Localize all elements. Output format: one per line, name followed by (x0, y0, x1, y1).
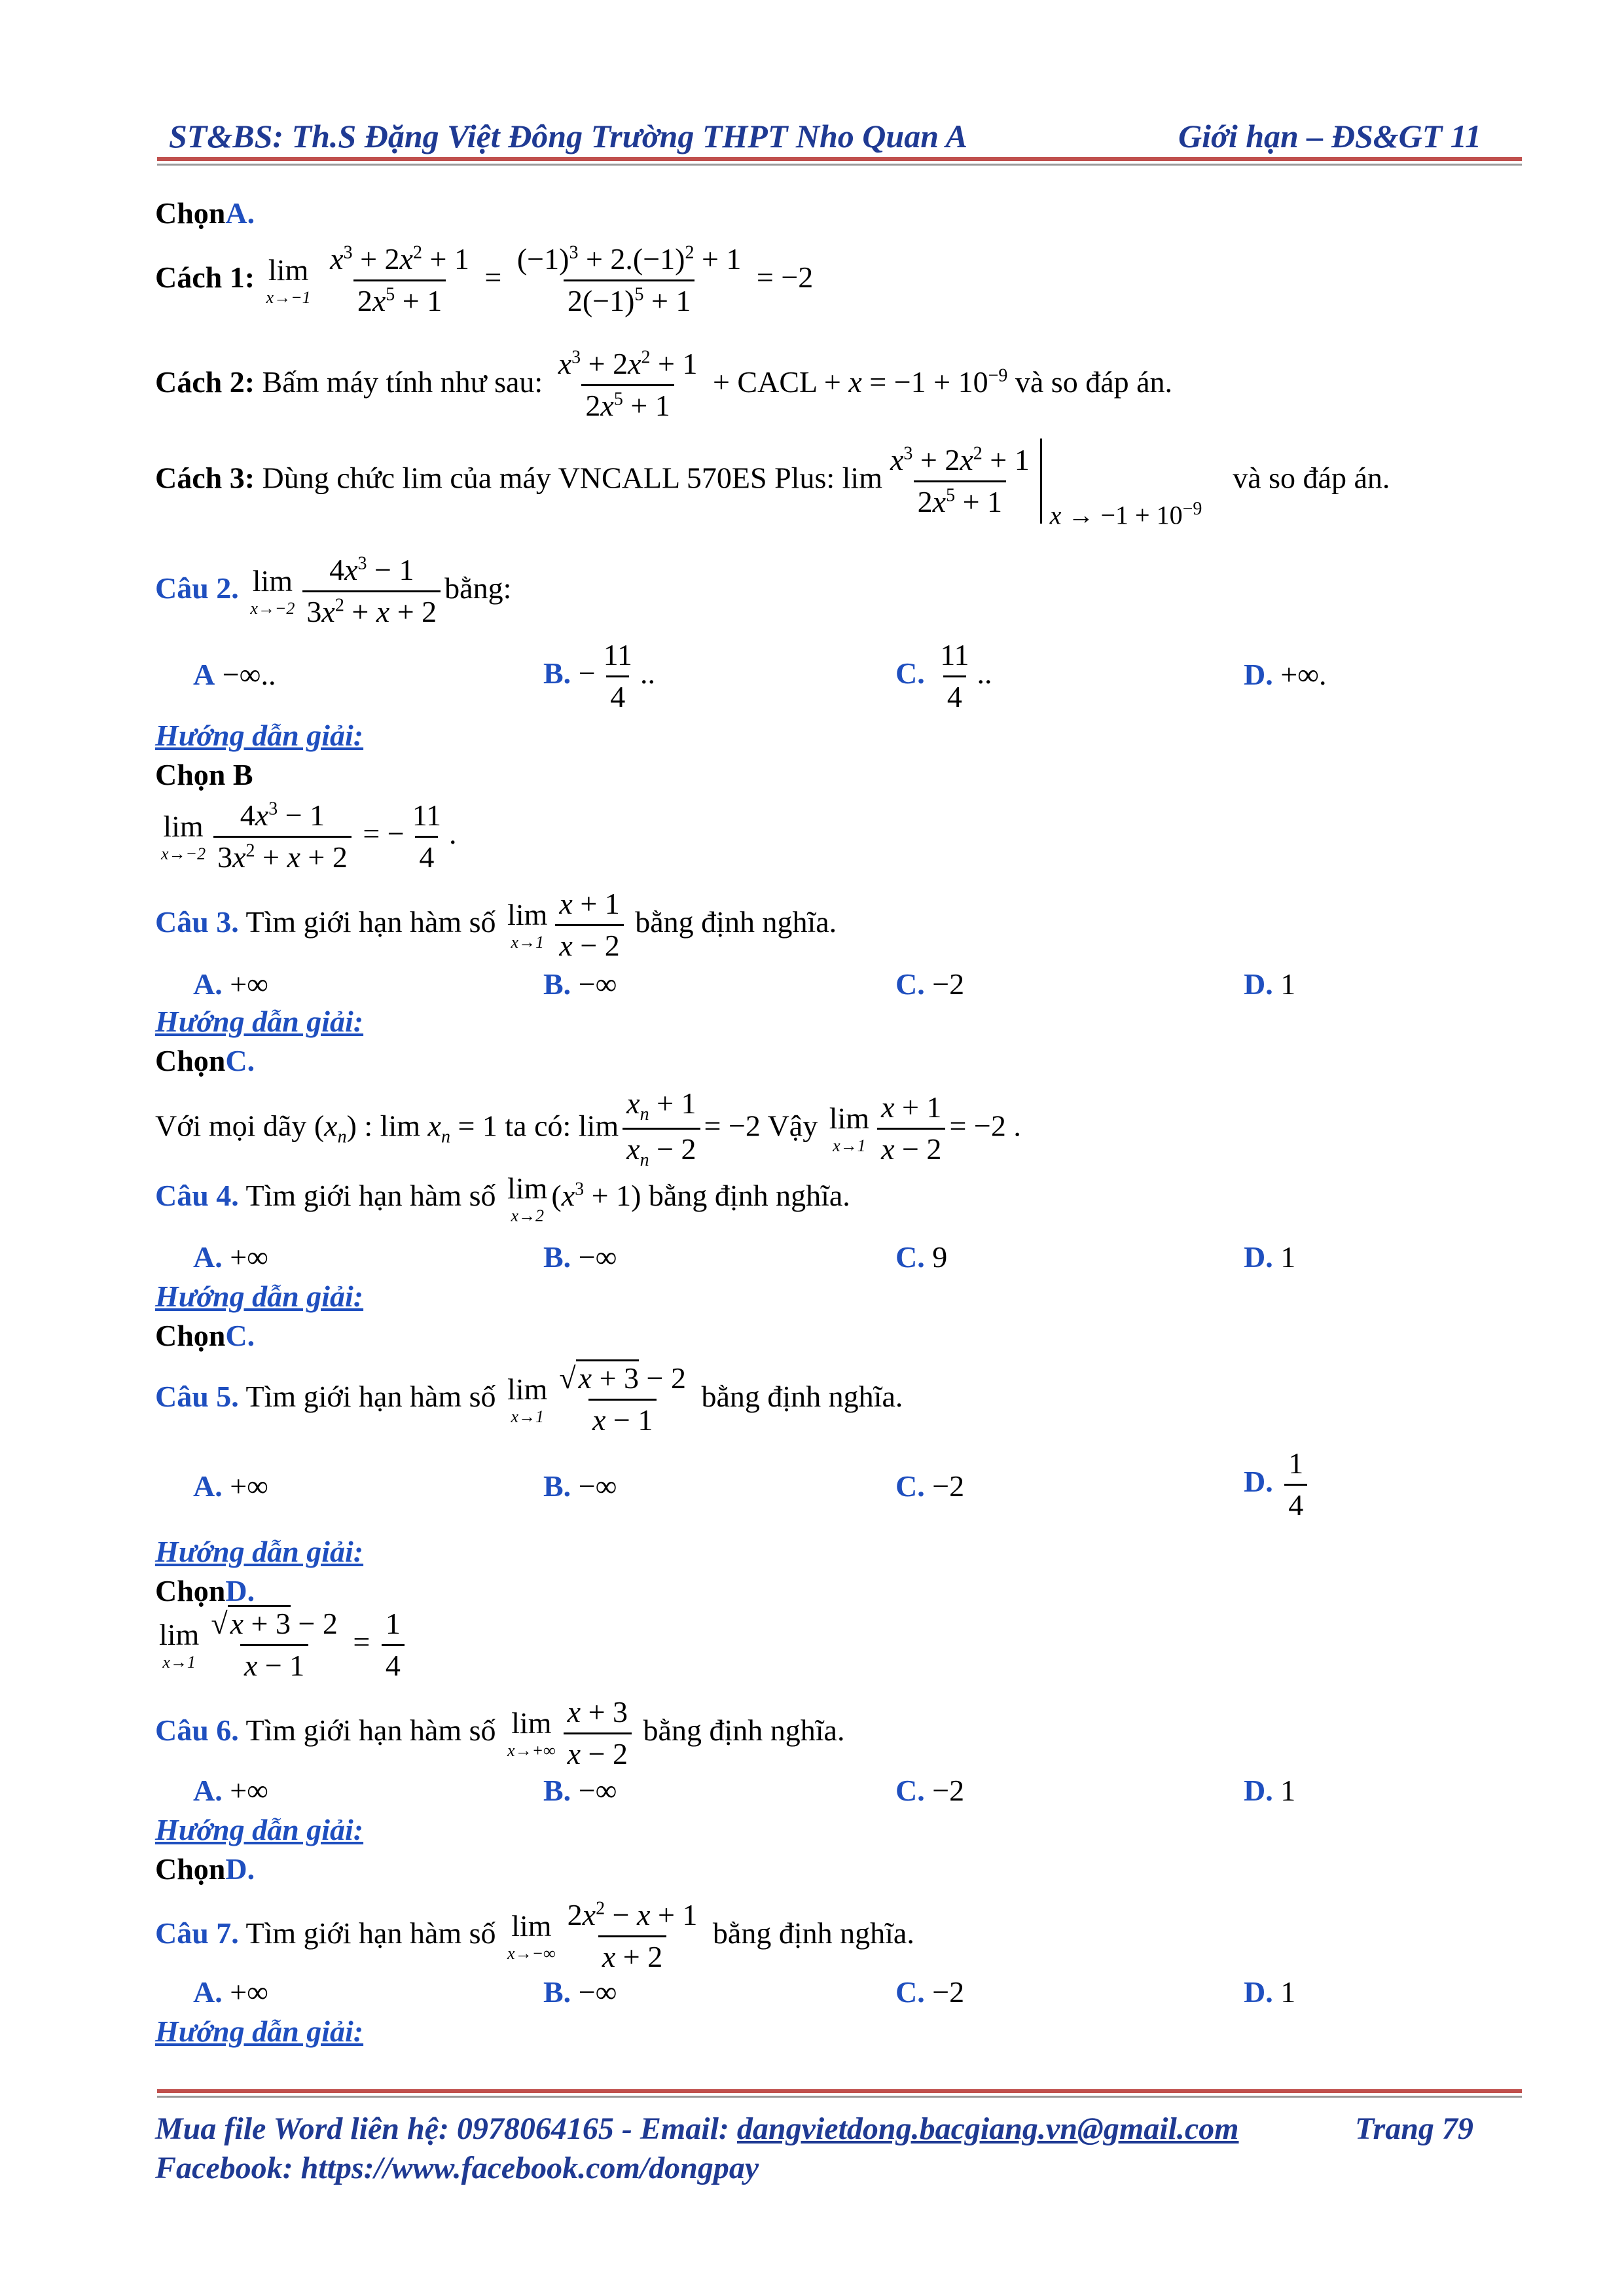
q7-option-a: A. +∞ (193, 1975, 268, 2009)
footer-rule-shadow (157, 2096, 1522, 2098)
lim-expr: lim x→−∞ (507, 1909, 556, 1963)
q4-option-a: A. +∞ (193, 1240, 268, 1274)
q7-question: Câu 7. Tìm giới hạn hàm số lim x→−∞ $\frac{2x^2 - x + 1}{x + 2}$ bằng định nghĩa. (155, 1898, 914, 1973)
fraction: $\frac{11}{4}$ (412, 798, 442, 874)
q5-question: Câu 5. Tìm giới hạn hàm số lim x→1 $\frac{√x + 3 - 2}{x - 1}$ bằng định nghĩa. (155, 1361, 903, 1438)
lim-expr: lim x→1 (507, 1372, 548, 1426)
q6-option-c: C. −2 (895, 1774, 965, 1807)
fraction: $\frac{x_n + 1}{x_n - 2}$ (623, 1086, 700, 1172)
lim-expr: lim x→−1 (266, 253, 311, 307)
q6-chon: ChọnD. (155, 1852, 255, 1886)
q5-option-a: A. +∞ (193, 1469, 268, 1503)
q4-option-b: B. −∞ (543, 1240, 617, 1274)
header-rule (157, 157, 1522, 161)
fraction: $\frac{(-1)^3 + 2.(-1)^2 + 1}{2(-1)^5 + 1}$ (516, 242, 742, 317)
lim-expr: lim x→1 (159, 1618, 200, 1672)
footer-email-link[interactable]: dangvietdong.bacgiang.vn@gmail.com (736, 2111, 1239, 2146)
q7-option-b: B. −∞ (543, 1975, 617, 2009)
q3-guide: Hướng dẫn giải: (155, 1005, 364, 1038)
q1-chon: ChọnA. (155, 196, 255, 230)
fraction: $\frac{11}{4}$ (603, 638, 632, 713)
q3-question: Câu 3. Tìm giới hạn hàm số lim x→1 $\frac{x + 1}{x - 2}$ bằng định nghĩa. (155, 887, 837, 962)
q1-cach2: Cách 2: Bấm máy tính như sau: $\frac{x^3 + 2x^2 + 1}{2x^5 + 1}$ + CACL + $x = -1 + 10^{-9}$ và so đáp án. (155, 347, 1173, 422)
footer-facebook-link[interactable]: Facebook: https://www.facebook.com/dongpay (155, 2151, 759, 2185)
lim-expr: lim x→−2 (250, 564, 295, 618)
q5-option-c: C. −2 (895, 1469, 965, 1503)
q2-solution: lim x→−2 $\frac{4x^3 - 1}{3x^2 + x + 2}$ = − $\frac{11}{4}$ . (161, 798, 457, 874)
fraction: $\frac{4x^3 - 1}{3x^2 + x + 2}$ (302, 553, 441, 630)
fraction: $\frac{2x^2 - x + 1}{x + 2}$ (567, 1898, 698, 1973)
lim-expr: lim x→−2 (161, 810, 206, 863)
q5-chon: ChọnD. (155, 1574, 255, 1607)
header-left: ST&BS: Th.S Đặng Việt Đông Trường THPT Nho Quan A (169, 118, 967, 154)
q6-guide: Hướng dẫn giải: (155, 1813, 364, 1846)
q3-chon: ChọnC. (155, 1044, 255, 1077)
q5-guide: Hướng dẫn giải: (155, 1535, 364, 1568)
q4-option-d: D. 1 (1244, 1240, 1296, 1274)
fraction: $\frac{x^3 + 2x^2 + 1}{2x^5 + 1}$ (558, 347, 698, 422)
fraction: $\frac{√x + 3 - 2}{x - 1}$ (555, 1361, 690, 1438)
footer-page-number: Trang 79 (1355, 2111, 1473, 2146)
q7-guide: Hướng dẫn giải: (155, 2015, 364, 2048)
q5-solution: lim x→1 $\frac{√x + 3 - 2}{x - 1}$ = $\frac{1}{4}$ (155, 1607, 408, 1683)
fraction: $\frac{x + 1}{x - 2}$ (877, 1090, 945, 1167)
q5-option-d: D. $\frac{1}{4}$ (1244, 1446, 1311, 1523)
q7-option-d: D. 1 (1244, 1975, 1296, 2009)
lim-expr: lim x→1 (829, 1102, 870, 1156)
q4-question: Câu 4. Tìm giới hạn hàm số lim x→2 $(x^3 + 1)$ bằng định nghĩa. (155, 1172, 850, 1225)
footer-line1: Mua file Word liên hệ: 0978064165 - Email: dangvietdong.bacgiang.vn@gmail.com (155, 2111, 1239, 2146)
fraction: $\frac{x + 1}{x - 2}$ (555, 887, 623, 963)
q2-option-b: B. − $\frac{11}{4}$ .. (543, 638, 655, 713)
fraction: $\frac{4x^3 - 1}{3x^2 + x + 2}$ (213, 798, 352, 875)
q5-option-b: B. −∞ (543, 1469, 617, 1503)
q4-guide: Hướng dẫn giải: (155, 1280, 364, 1313)
q2-option-a: A −∞.. (193, 658, 276, 691)
fraction: $\frac{x + 3}{x - 2}$ (564, 1695, 632, 1772)
q2-option-c: C. $\frac{11}{4}$ .. (895, 638, 992, 713)
q4-chon: ChọnC. (155, 1319, 255, 1352)
fraction: $\frac{1}{4}$ (382, 1607, 405, 1683)
q6-option-d: D. 1 (1244, 1774, 1296, 1807)
q3-option-a: A. +∞ (193, 967, 268, 1001)
q6-question: Câu 6. Tìm giới hạn hàm số lim x→+∞ $\frac{x + 3}{x - 2}$ bằng định nghĩa. (155, 1695, 845, 1770)
q1-cach1: Cách 1: lim x→−1 $\frac{x^3 + 2x^2 + 1}{2x^5 + 1}$ = $\frac{(-1)^3 + 2.(-1)^2 + 1}{2(-1)^5 + 1}$ = −2 (155, 242, 814, 317)
fraction: $\frac{1}{4}$ (1284, 1446, 1307, 1523)
footer-rule (157, 2089, 1522, 2093)
q2-option-d: D. +∞. (1244, 658, 1327, 691)
eval-bar: $x \to -1 + 10^{-9}$ (1040, 439, 1225, 524)
q3-option-c: C. −2 (895, 967, 965, 1001)
q1-cach3: Cách 3: Dùng chức lim của máy VNCALL 570ES Plus: lim $\frac{x^3 + 2x^2 + 1}{2x^5 + 1}$ $x \to -1 + 10^{-9}$ và so đáp án. (155, 439, 1390, 524)
q3-solution: Với mọi dãy $(x_n)$ : $\lim x_n = 1$ ta có: lim $\frac{x_n + 1}{x_n - 2}$ = −2 Vậy lim x→1 $\frac{x + 1}{x - 2}$ = −2 . (155, 1086, 1021, 1171)
fraction: $\frac{√x + 3 - 2}{x - 1}$ (207, 1607, 342, 1683)
q6-option-b: B. −∞ (543, 1774, 617, 1807)
q2-guide: Hướng dẫn giải: (155, 719, 364, 752)
fraction: $\frac{x^3 + 2x^2 + 1}{2x^5 + 1}$ (330, 242, 469, 317)
header-right: Giới hạn – ĐS&GT 11 (1178, 118, 1482, 154)
q4-option-c: C. 9 (895, 1240, 948, 1274)
header-rule-shadow (157, 164, 1522, 166)
lim-expr: lim x→2 (507, 1172, 548, 1225)
q3-option-b: B. −∞ (543, 967, 617, 1001)
fraction: $\frac{x^3 + 2x^2 + 1}{2x^5 + 1}$ (890, 442, 1030, 518)
q6-option-a: A. +∞ (193, 1774, 268, 1807)
q2-question: Câu 2. lim x→−2 $\frac{4x^3 - 1}{3x^2 + x + 2}$ bằng: (155, 553, 512, 628)
lim-expr: lim x→1 (507, 898, 548, 952)
lim-expr: lim x→+∞ (507, 1706, 556, 1760)
q2-chon: Chọn B (155, 758, 253, 791)
fraction: $\frac{11}{4}$ (940, 638, 969, 713)
q7-option-c: C. −2 (895, 1975, 965, 2009)
q3-option-d: D. 1 (1244, 967, 1296, 1001)
